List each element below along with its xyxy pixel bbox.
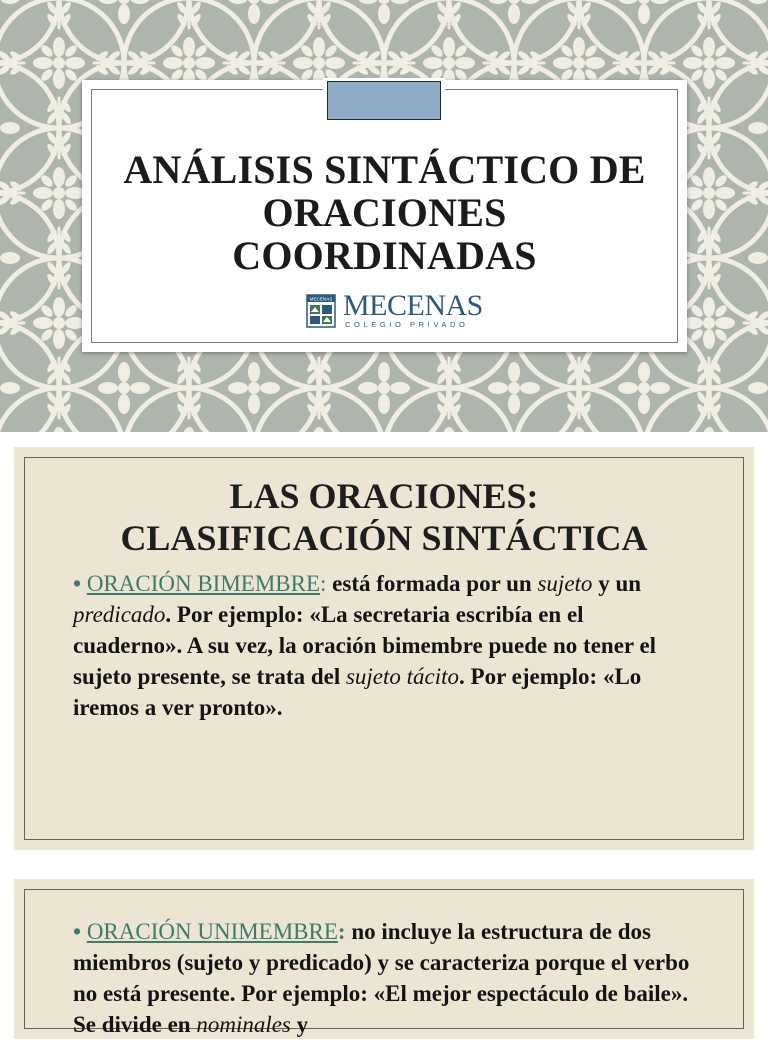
title-slide [0,0,768,432]
title-line: COORDINADAS [232,233,537,278]
logo-name: MECENAS [343,289,483,322]
unimembre-paragraph: • ORACIÓN UNIMEMBRE: no incluye la estructura de dos miembros (sujeto y predicado) y se caracteriza porque el verbo no está presente. Por ejemplo: «El mejor espectáculo de baile». Se divide en nominales y [73,919,690,1037]
logo-subtitle: COLEGIO PRIVADO [345,320,469,329]
school-crest-icon [306,294,336,328]
slide-title: LAS ORACIONES: CLASIFICACIÓN SINTÁCTICA [120,476,648,558]
title-line: ORACIONES [262,190,507,235]
bullet: • [73,571,82,596]
term-unimembre: ORACIÓN UNIMEMBRE [86,919,338,944]
presentation-title [92,148,677,277]
unimembre-slide [14,879,754,1039]
bullet: • [73,919,82,944]
mecenas-logo [306,289,486,329]
title-line: ANÁLISIS SINTÁCTICO DE [123,147,646,192]
bimembre-paragraph: • ORACIÓN BIMEMBRE: está formada por un sujeto y un predicado. Por ejemplo: «La secretaria escribía en el cuaderno». A su vez, la oración bimembre puede no tener el sujeto presente, se trata del sujeto tácito. Por ejemplo: «Lo iremos a ver pronto». [73,571,657,720]
title-card [82,80,687,352]
term-bimembre: ORACIÓN BIMEMBRE [86,571,321,596]
svg-text:MECENAS: MECENAS [309,296,333,302]
title-tab-decoration [323,78,445,124]
classification-slide [14,447,754,850]
